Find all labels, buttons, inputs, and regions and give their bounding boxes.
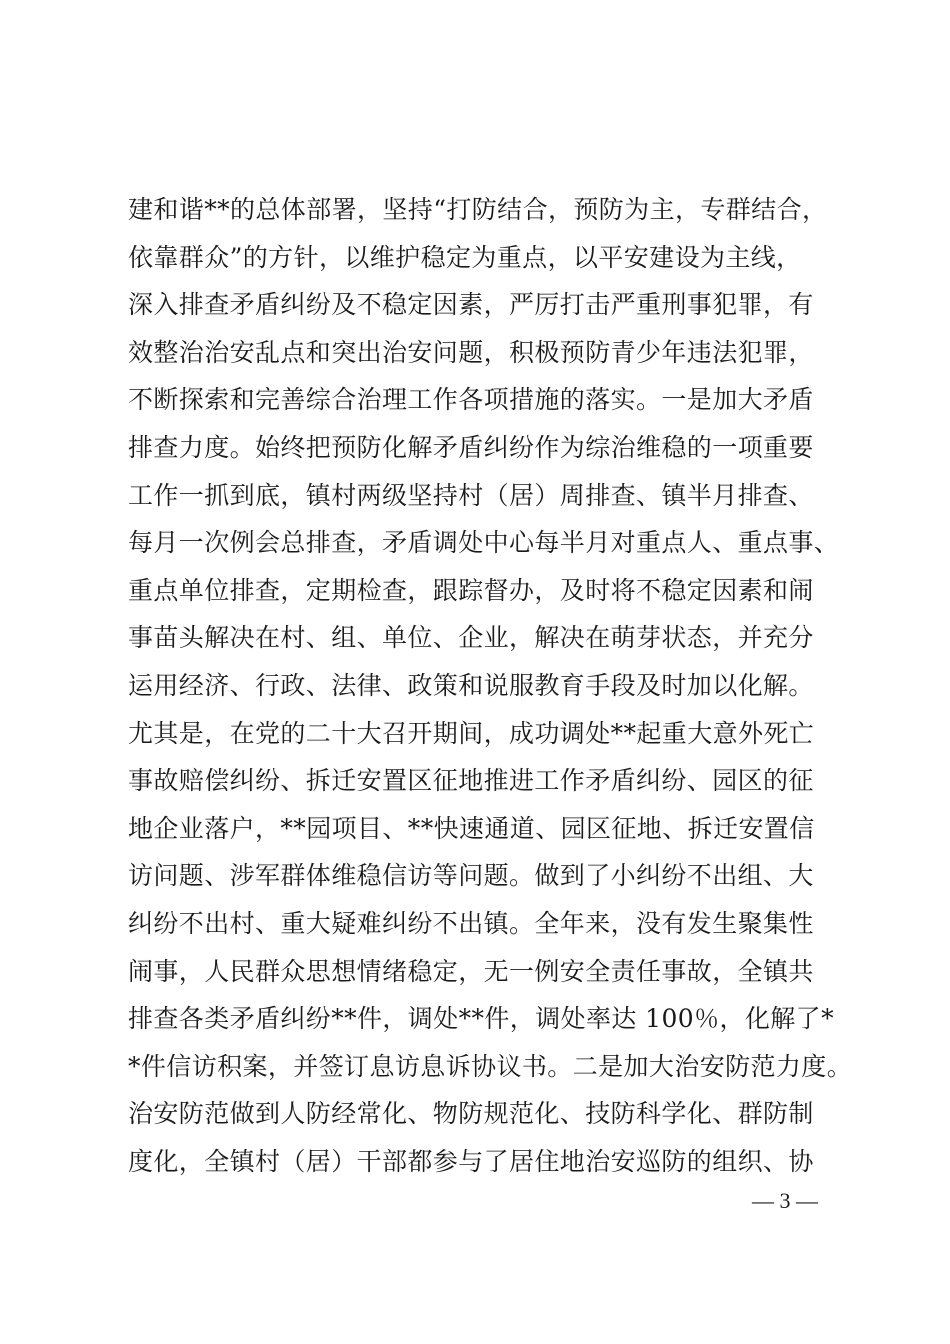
text-line: 工作一抓到底，镇村两级坚持村（居）周排查、镇半月排查、 (128, 480, 814, 510)
text-line: 事苗头解决在村、组、单位、企业，解决在萌芽状态，并充分 (128, 623, 814, 653)
text-line: 地企业落户，**园项目、**快速通道、园区征地、拆迁安置信 (128, 813, 815, 843)
text-line: 排查力度。始终把预防化解矛盾纠纷作为综治维稳的一项重要 (128, 432, 814, 462)
text-line: 每月一次例会总排查，矛盾调处中心每半月对重点人、重点事、 (128, 528, 840, 558)
text-line: 建和谐**的总体部署，坚持“打防结合，预防为主，专群结合， (128, 195, 828, 224)
text-line: *件信访积案，并签订息访息诉协议书。二是加大治安防范力度。 (128, 1051, 853, 1081)
body-paragraph (128, 186, 853, 1185)
text-line: 重点单位排查，定期检查，跟踪督办，及时将不稳定因素和闹 (128, 575, 814, 605)
text-line: 度化，全镇村（居）干部都参与了居住地治安巡防的组织、协 (128, 1146, 814, 1176)
text-line: 事故赔偿纠纷、拆迁安置区征地推进工作矛盾纠纷、园区的征 (128, 766, 814, 796)
text-line: 治安防范做到人防经常化、物防规范化、技防科学化、群防制 (128, 1099, 814, 1129)
text-line: 深入排查矛盾纠纷及不稳定因素，严厉打击严重刑事犯罪，有 (128, 290, 814, 320)
text-line: 依靠群众”的方针，以维护稳定为重点，以平安建设为主线， (128, 242, 802, 272)
text-line: 尤其是，在党的二十大召开期间，成功调处**起重大意外死亡 (128, 718, 815, 748)
text-line: 效整治治安乱点和突出治安问题，积极预防青少年违法犯罪， (128, 337, 814, 367)
text-line: 访问题、涉军群体维稳信访等问题。做到了小纠纷不出组、大 (128, 861, 814, 891)
text-line: 闹事，人民群众思想情绪稳定，无一例安全责任事故，全镇共 (128, 956, 814, 986)
text-line: 不断探索和完善综合治理工作各项措施的落实。一是加大矛盾 (128, 385, 814, 415)
text-line: 运用经济、行政、法律、政策和说服教育手段及时加以化解。 (128, 670, 814, 700)
text-line: 纠纷不出村、重大疑难纠纷不出镇。全年来，没有发生聚集性 (128, 908, 814, 938)
text-line: 排查各类矛盾纠纷**件，调处**件，调处率达 100％，化解了* (128, 1004, 834, 1034)
page-number: — 3 — (752, 1188, 818, 1213)
